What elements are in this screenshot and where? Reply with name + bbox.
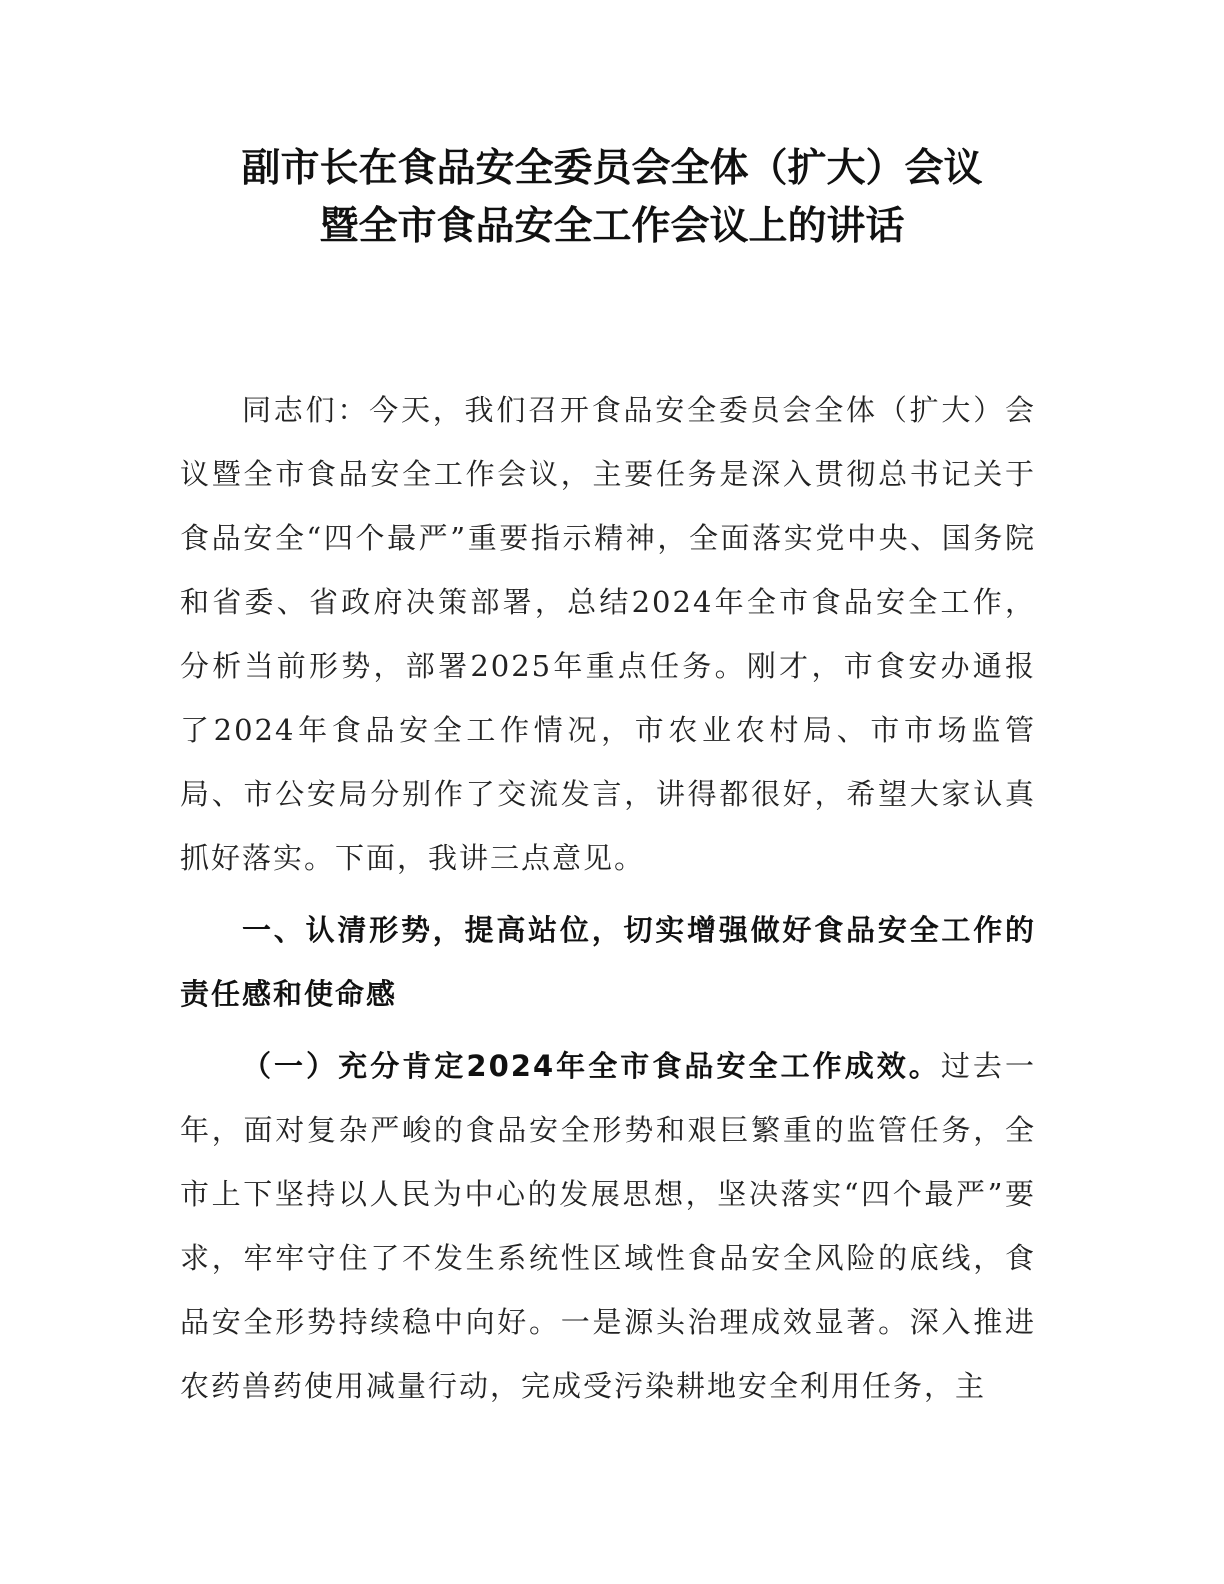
subsection-text-1: 过去一年，面对复杂严峻的食品安全形势和艰巨繁重的监管任务，全市上下坚持以人民为中心的发展思想，坚决落实“四个最严”要求，牢牢守住了不发生系统性区域性食品安全风险的底线，食品安全形势持续稳中向好。一是源头治理成效显著。深入推进农药兽药使用减量行动，完成受污染耕地安全利用任务，主 [180, 1049, 1036, 1403]
subsection-lead-1: （一）充分肯定2024年全市食品安全工作成效。 [242, 1049, 941, 1083]
title-line-2: 暨全市食品安全工作会议上的讲话 [319, 204, 905, 249]
title-line-1: 副市长在食品安全委员会全体（扩大）会议 [241, 146, 983, 191]
section-heading-1: 一、认清形势，提高站位，切实增强做好食品安全工作的责任感和使命感 [180, 913, 1036, 1011]
document-body [180, 378, 1036, 1418]
document-title [150, 140, 1074, 256]
intro-paragraph: 同志们：今天，我们召开食品安全委员会全体（扩大）会议暨全市食品安全工作会议，主要任务是深入贯彻总书记关于食品安全“四个最严”重要指示精神，全面落实党中央、国务院和省委、省政府决策部署，总结2024年全市食品安全工作，分析当前形势，部署2025年重点任务。刚才，市食安办通报了2024年食品安全工作情况，市农业农村局、市市场监管局、市公安局分别作了交流发言，讲得都很好，希望大家认真抓好落实。下面，我讲三点意见。 [180, 393, 1036, 875]
subsection-paragraph-1 [180, 1034, 1036, 1418]
